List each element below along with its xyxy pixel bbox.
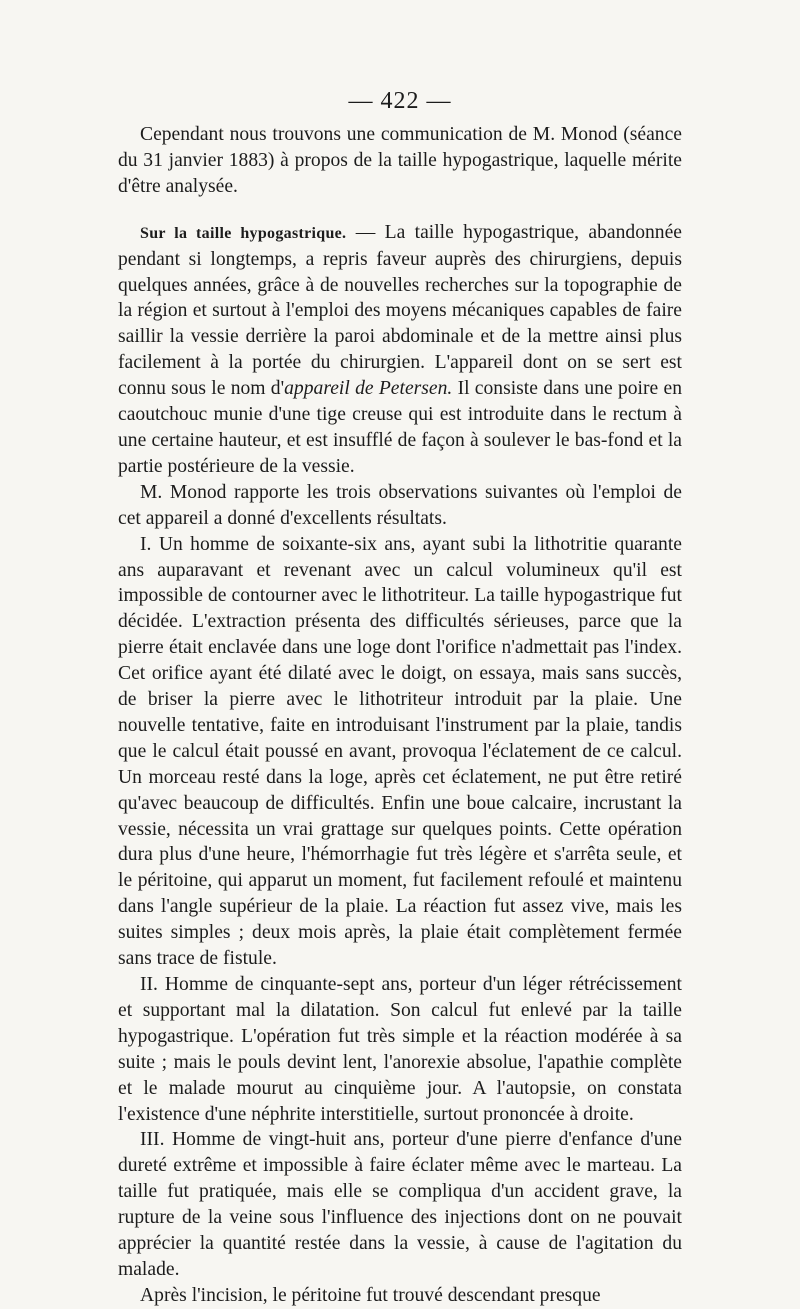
paragraph-intro: Cependant nous trouvons une communication de M. Monod (séance du 31 janvier 1883) à propos de la taille hypogastrique, laquelle mérite d'être analysée. <box>118 124 682 197</box>
emphasized-term: appareil de Petersen. <box>284 378 453 400</box>
paragraph-observation-1: I. Un homme de soixante-six ans, ayant subi la lithotritie quarante ans auparavant et revenant avec un calcul volumineux qu'il est impossible de contourner avec le lithotriteur. La taille hypogastrique fut décidée. L'extraction présenta des difficultés sérieuses, parce que la pierre était enclavée dans une loge dont l'orifice n'admettait pas l'index. Cet orifice ayant été dilaté avec le doigt, on essaya, mais sans succès, de briser la pierre avec le lithotriteur introduit par la plaie. Une nouvelle tentative, faite en introduisant l'instrument par la plaie, tandis que le calcul était poussé en avant, provoqua l'éclatement de ce calcul. Un morceau resté dans la loge, après cet éclatement, ne put être retiré qu'avec beaucoup de difficultés. Enfin une boue calcaire, incrustant la vessie, nécessita un vrai grattage sur quelques points. Cette opération dura plus d'une heure, l'hémorrhagie fut très légère et s'arrêta seule, et le péritoine, qui apparut un moment, fut facilement refoulé et maintenu dans l'angle supérieur de la plaie. La réaction fut assez vive, mais les suites simples ; deux mois après, la plaie était complètement fermée sans trace de fistule. <box>118 533 682 970</box>
page-number: — 422 — <box>348 88 452 114</box>
paragraph-text-part: — La taille hypogastrique, abandonnée pendant si longtemps, a repris faveur auprès des chirurgiens, depuis quelques années, grâce à de nouvelles recherches sur la topographie de la région et surtout à l'emploi des moyens mécaniques capables de faire saillir la vessie derrière la paroi abdominale et de la mettre ainsi plus facilement à la portée du chirurgien. L'appareil dont on se sert est connu sous le nom d' <box>118 221 682 400</box>
paragraph-taille-hypogastrique <box>118 220 682 480</box>
paragraph-continuation: Après l'incision, le péritoine fut trouvé descendant presque <box>140 1284 601 1306</box>
section-heading: Sur la taille hypogastrique. <box>140 224 347 242</box>
paragraph-observations-intro: M. Monod rapporte les trois observations suivantes où l'emploi de cet appareil a donné d'excellents résultats. <box>118 481 682 529</box>
body-text <box>118 122 682 1309</box>
paragraph-observation-2: II. Homme de cinquante-sept ans, porteur d'un léger rétrécissement et supportant mal la dilatation. Son calcul fut enlevé par la taille hypogastrique. L'opération fut très simple et la réaction modérée à sa suite ; mais le pouls devint lent, l'anorexie absolue, l'apathie complète et le malade mourut au cinquième jour. A l'autopsie, on constata l'existence d'une néphrite interstitielle, surtout prononcée à droite. <box>118 974 682 1125</box>
paragraph-observation-3: III. Homme de vingt-huit ans, porteur d'une pierre d'enfance d'une dureté extrême et impossible à faire éclater même avec le marteau. La taille fut pratiquée, mais elle se compliqua d'un accident grave, la rupture de la veine sous l'influence des injections dont on ne pouvait apprécier la quantité restée dans la vessie, à cause de l'agitation du malade. <box>118 1129 682 1280</box>
paragraph-text-part: Il consiste dans une poire en caoutchouc munie d'une tige creuse qui est introduite dans le rectum à une certaine hauteur, et est insufflé de façon à soulever le bas-fond et la partie postérieure de la vessie. <box>118 378 682 477</box>
